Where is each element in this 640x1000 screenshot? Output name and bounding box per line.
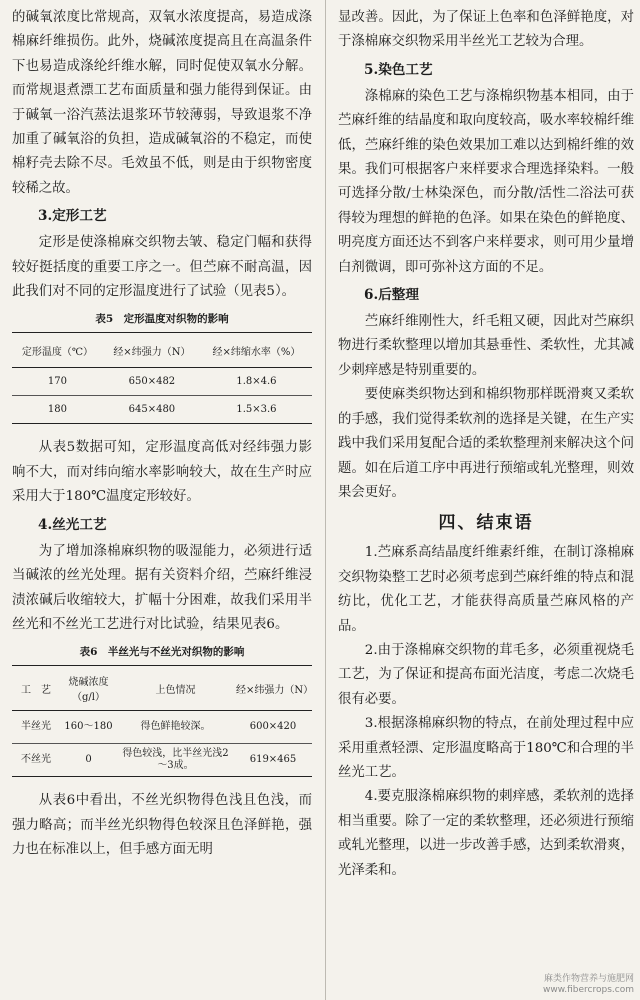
section-heading: 6.后整理 <box>364 287 419 304</box>
table-header: 烧碱浓度（g/l） <box>60 666 117 711</box>
table-cell: 不丝光 <box>12 744 60 777</box>
paragraph: 定形是使涤棉麻交织物去皱、稳定门幅和获得较好挺括度的重要工序之一。但苎麻不耐高温，因此我们对不同的定形温度进行了试验（见表5）。 <box>12 235 312 300</box>
table-cell: 170 <box>12 368 103 396</box>
table-header: 经×纬缩水率（%） <box>201 333 312 368</box>
section-heading: 3.定形工艺 <box>38 208 107 225</box>
paragraph: 涤棉麻的染色工艺与涤棉织物基本相同，由于苎麻纤维的结晶度和取向度较高，吸水率较棉纤维低，苎麻纤维的染色效果加工难以达到棉纤维的效果。我们可根据客户来样要求合理选择染料。一般可选择分散/士林染深色，而分散/活性二浴法可获得较为理想的鲜艳的色泽。如果在染色的鲜艳度、明亮度方面还达不到客户来样要求，则可用少量增白剂微调，即可弥补这方面的不足。 <box>338 88 634 275</box>
table-cell: 0 <box>60 744 117 777</box>
table-caption: 表6 半丝光与不丝光对织物的影响 <box>79 646 245 659</box>
table-cell: 180 <box>12 396 103 424</box>
table-cell: 1.8×4.6 <box>201 368 312 396</box>
paragraph: 显改善。因此，为了保证上色率和色泽鲜艳度，对于涤棉麻交织物采用半丝光工艺较为合理。 <box>338 10 634 50</box>
table-row <box>12 711 312 744</box>
table-cell: 619×465 <box>234 744 312 777</box>
right-column <box>338 6 634 883</box>
table-cell: 650×482 <box>103 368 201 396</box>
watermark-line: www.fibercrops.com <box>543 985 634 995</box>
paragraph: 为了增加涤棉麻织物的吸湿能力，必须进行适当碱浓的丝光处理。据有关资料介绍，苎麻纤维浸渍浓碱后收缩较大，扩幅十分困难，故我们采用半丝光和不丝光工艺进行对比试验，结果见表6。 <box>12 543 312 632</box>
section-heading: 5.染色工艺 <box>364 61 433 78</box>
table-cell: 160～180 <box>60 711 117 744</box>
table-header: 定形温度（℃） <box>12 333 103 368</box>
column-divider <box>325 0 326 1000</box>
chapter-heading: 四、结束语 <box>438 513 534 534</box>
table-row <box>12 396 312 424</box>
paragraph: 从表6中看出，不丝光织物得色浅且色浅，而强力略高；而半丝光织物得色较深且色泽鲜艳，强力也在标准以上，但手感方面无明 <box>12 793 312 858</box>
table-6 <box>12 665 312 777</box>
paragraph: 从表5数据可知，定形温度高低对经纬强力影响不大，而对纬向缩水率影响较大，故在生产时应采用大于180℃温度定形较好。 <box>12 440 312 505</box>
left-column <box>12 6 312 863</box>
table-header: 经×纬强力（N） <box>103 333 201 368</box>
table-cell: 得色鲜艳较深。 <box>117 711 234 744</box>
table-header: 工 艺 <box>12 666 60 711</box>
conclusion-item: 3.根据涤棉麻织物的特点，在前处理过程中应采用重煮轻漂、定形温度略高于180℃和合理的半丝光工艺。 <box>338 716 634 780</box>
table-header: 经×纬强力（N） <box>234 666 312 711</box>
paragraph: 的碱氧浓度比常规高，双氧水浓度提高，易造成涤棉麻纤维损伤。此外，烧碱浓度提高且在高温条件下也易造成涤纶纤维水解，同时促使双氧水分解。而常规退煮漂工艺布面质量和强力能得到保证。由于碱氧一浴汽蒸法退浆环节较薄弱，导致退浆不净加重了碱氧浴的负担，造成碱氧浴的不稳定，而使棉籽壳去除不尽。毛效虽不低，则是由于织物密度较稀之故。 <box>12 10 312 196</box>
table-5 <box>12 332 312 424</box>
table-header: 上色情况 <box>117 666 234 711</box>
table-cell: 1.5×3.6 <box>201 396 312 424</box>
table-row <box>12 368 312 396</box>
table-cell: 645×480 <box>103 396 201 424</box>
table-cell: 600×420 <box>234 711 312 744</box>
conclusion-item: 2.由于涤棉麻交织物的茸毛多，必须重视烧毛工艺，为了保证和提高布面光洁度，考虑二次烧毛很有必要。 <box>338 642 634 707</box>
table-cell: 半丝光 <box>12 711 60 744</box>
watermark-line: 麻类作物营养与施肥网 <box>543 974 634 984</box>
table-caption: 表5 定形温度对织物的影响 <box>95 313 229 326</box>
table-cell: 得色较浅，比半丝光浅2～3成。 <box>117 744 234 777</box>
paragraph: 要使麻类织物达到和棉织物那样既滑爽又柔软的手感，我们觉得柔软剂的选择是关键，在生产实践中我们采用复配合适的柔软整理剂来解决这个问题。如在后道工序中再进行预缩或轧光整理，则效果会更好。 <box>338 387 634 500</box>
conclusion-item: 1.苎麻系高结晶度纤维素纤维，在制订涤棉麻交织物染整工艺时必须考虑到苎麻纤维的特点和混纺比，优化工艺，才能获得高质量苎麻风格的产品。 <box>338 545 634 634</box>
section-heading: 4.丝光工艺 <box>38 516 107 533</box>
paragraph: 苎麻纤维刚性大，纤毛粗又硬，因此对苎麻织物进行柔软整理以增加其悬垂性、柔软性，尤其减少刺痒感是特别重要的。 <box>338 314 634 378</box>
table-row <box>12 744 312 777</box>
watermark <box>543 974 634 996</box>
conclusion-item: 4.要克服涤棉麻织物的刺痒感，柔软剂的选择相当重要。除了一定的柔软整理，还必须进行预缩或轧光整理，以进一步改善手感，达到柔软滑爽，光泽柔和。 <box>338 789 634 878</box>
